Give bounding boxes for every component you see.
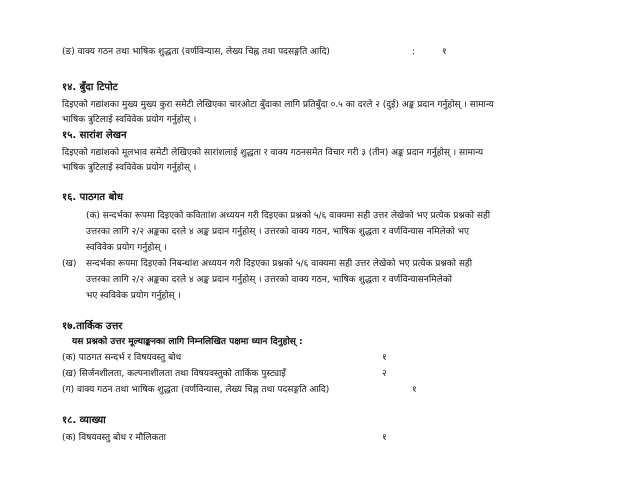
top-item-marks: १	[442, 47, 447, 57]
q15-line-2: भाषिक त्रुटिलाई स्वविवेक प्रयोग गर्नुहोस् ।	[62, 163, 197, 173]
q17-item-b: (ख) सिर्जनशीलता, कल्पनाशीलता तथा विषयवस्तुको तार्किक पुस्ट्याइँ	[62, 369, 286, 379]
q16-a-line-1: (क) सन्दर्भका रूपमा दिइएको कविताांश अध्ययन गरी दिइएका प्रश्नको ५/६ वाक्यमा सही उत्तर लेखेको भए प्रत्येक प्रश्नको सही	[86, 211, 491, 221]
q14-line-1: दिइएको गद्यांशका मुख्य मुख्य कुरा समेटी लेखिएका चारओटा बुँदाका लागि प्रतिबुँदा ०.५ का दरले २ (दुई) अङ्क प्रदान गर्नुहोस् । सामान्य	[62, 100, 494, 110]
q16-heading: १६. पाठगत बोध	[62, 192, 124, 203]
q16-b-line-1: सन्दर्भका रूपमा दिइएको निबन्धांश अध्ययन गरी दिइएका प्रश्नको ५/६ वाक्यमा सही उत्तर लेखेको भए प्रत्येक प्रश्नको सही	[86, 259, 473, 269]
q17-item-b-marks: २	[382, 369, 387, 379]
q16-b-line-3: भए स्वविवेक प्रयोग गर्नुहोस् ।	[86, 291, 181, 301]
top-item-colon: :	[412, 47, 416, 57]
q17-item-c: (ग) वाक्य गठन तथा भाषिक शुद्धता (वर्णविन्यास, लेख्य चिह्न तथा पदसङ्गति आदि)	[62, 385, 330, 395]
q18-item-a: (क) विषयवस्तु बोध र मौलिकता	[62, 433, 166, 443]
q18-item-a-marks: १	[382, 433, 387, 443]
q15-heading: १५. सारांश लेखन	[62, 130, 127, 141]
q16-a-line-3: स्वविवेक प्रयोग गर्नुहोस् ।	[86, 243, 167, 253]
top-item-label: (ङ) वाक्य गठन तथा भाषिक शुद्धता (वर्णविन्यास, लेख्य चिह्न तथा पदसङ्गति आदि)	[62, 47, 330, 57]
q17-item-a-marks: १	[382, 353, 387, 363]
q17-heading: १७.तार्किक उत्तर	[62, 321, 123, 332]
q18-heading: १८. व्याख्या	[62, 415, 106, 426]
q17-item-c-marks: १	[412, 385, 417, 395]
q15-line-1: दिइएको गद्यांशको मूलभाव समेटी लेखिएको सारांशलाई शुद्धता र वाक्य गठनसमेत विचार गरी ३ (तीन) अङ्क प्रदान गर्नुहोस् । सामान्य	[62, 148, 484, 158]
q17-subheading: यस प्रश्नको उत्तर मूल्याङ्कनका लागि निम्नलिखित पक्षमा ध्यान दिनुहोस् :	[72, 337, 303, 347]
q16-a-line-2: उत्तरका लागि २/२ अङ्कका दरले ४ अङ्क प्रदान गर्नुहोस् । उत्तरको वाक्य गठन, भाषिक शुद्धता र वर्णविन्यास नमिलेको भए	[86, 227, 469, 237]
q17-item-a: (क) पाठगत सन्दर्भ र विषयवस्तु बोध	[62, 353, 182, 363]
q14-line-2: भाषिक त्रुटिलाई स्वविवेक प्रयोग गर्नुहोस् ।	[62, 115, 197, 125]
q14-heading: १४. बुँदा टिपोट	[62, 82, 118, 93]
q16-b-line-2: उत्तरका लागि २/२ अङ्कका दरले ४ अङ्क प्रदान गर्नुहोस् । उत्तरको वाक्य गठन, भाषिक शुद्धता र वर्णविन्यासनमिलेको	[86, 275, 452, 285]
q16-b-label: (ख)	[62, 259, 77, 269]
